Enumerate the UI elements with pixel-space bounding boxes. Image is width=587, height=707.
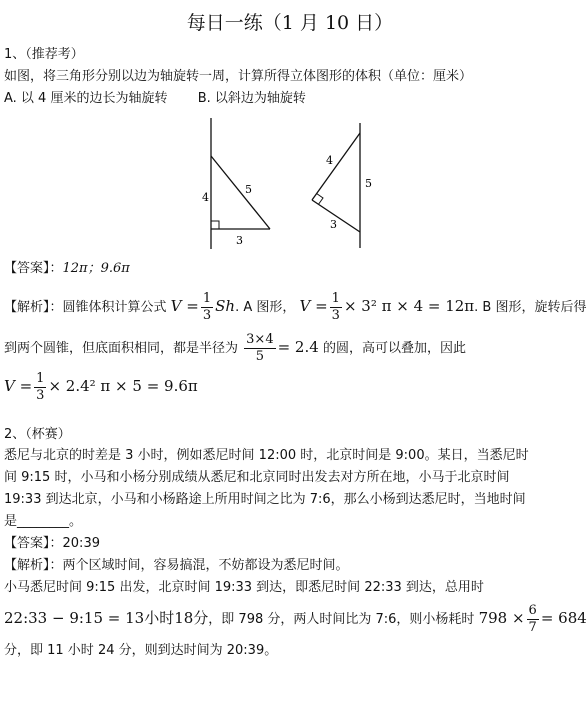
formula-684: = 684 xyxy=(540,609,587,627)
fig-a-label-left: 4 xyxy=(202,191,209,204)
q2-analysis-text: 两个区域时间，容易搞混，不妨都设为悉尼时间。 xyxy=(62,558,349,573)
q1-tag: 1、（推荐考） xyxy=(4,47,84,62)
q1-analysis-line3 xyxy=(4,367,198,407)
formula-v: V = xyxy=(170,297,199,315)
q1-options xyxy=(4,89,306,109)
fig-a-label-hyp: 5 xyxy=(245,183,252,196)
fig-b-label-upper: 4 xyxy=(326,154,333,167)
fig-b-label-lower: 3 xyxy=(330,218,337,231)
q2-tag: 2、（杯赛） xyxy=(4,427,71,442)
formula-time: 22:33 − 9:15 = 13小时18分 xyxy=(4,609,209,627)
q2-stem-line1: 悉尼与北京的时差是 3 小时，例如悉尼时间 12:00 时，北京时间是 9:00。某日，当悉尼时 xyxy=(4,448,529,463)
q2-analysis-text: ，即 798 分，两人时间比为 7:6，则小杨耗时 xyxy=(208,612,475,627)
formula-v: V = xyxy=(4,377,33,395)
q2-stem-line4: 是________。 xyxy=(4,514,83,529)
q2-analysis-line4: 分，即 11 小时 24 分，则到达时间为 20:39。 xyxy=(4,643,278,658)
formula-a-rest: × 3² π × 4 = 12π xyxy=(343,297,475,315)
q2-answer xyxy=(4,534,100,554)
q1-analysis-line1 xyxy=(4,287,587,327)
fraction-one-third: $\frac{1}{3}$ xyxy=(331,291,340,323)
q1-answer-value: 12π；9.6π xyxy=(62,261,130,276)
triangle-figure-b xyxy=(300,115,380,250)
q2-stem-line2: 间 9:15 时，小马和小杨分别成绩从悉尼和北京同时出发去对方所在地，小马于北京时间 xyxy=(4,470,510,485)
q1-analysis-text: 的圆，高可以叠加，因此 xyxy=(322,341,466,356)
q2-analysis-line3 xyxy=(4,598,587,640)
q2-analysis-label: 【解析】： xyxy=(4,558,63,573)
q2-answer-label: 【答案】： xyxy=(4,536,63,551)
formula-b-rest: × 2.4² π × 5 = 9.6π xyxy=(48,377,198,395)
page-title: 每日一练（1 月 10 日） xyxy=(186,12,394,34)
q1-answer xyxy=(4,259,130,279)
q1-stem: 如图，将三角形分别以边为轴旋转一周，计算所得立体图形的体积（单位：厘米） xyxy=(4,69,473,84)
q1-option-a: A. 以 4 厘米的边长为轴旋转 xyxy=(4,91,168,106)
formula-v: V = xyxy=(299,297,328,315)
fraction-one-third: $\frac{1}{3}$ xyxy=(202,291,212,323)
q1-answer-label: 【答案】： xyxy=(4,261,63,276)
q2-analysis-line2: 小马悉尼时间 9:15 出发，北京时间 19:33 到达，即悉尼时间 22:33 到达，总用时 xyxy=(4,580,484,595)
q1-option-b: B. 以斜边为轴旋转 xyxy=(197,91,306,106)
formula-sh: Sh xyxy=(215,297,236,315)
formula-798: 798 × xyxy=(478,609,525,627)
q1-analysis-text: . A 图形， xyxy=(235,300,296,315)
fraction-six-sevenths: $\frac{6}{7}$ xyxy=(528,603,537,635)
q2-analysis-line1 xyxy=(4,556,349,576)
q1-analysis-label: 【解析】： xyxy=(4,300,63,315)
fig-b-label-right: 5 xyxy=(365,177,372,190)
q2-stem-line3: 19:33 到达北京，小马和小杨路途上所用时间之比为 7:6，那么小杨到达悉尼时，当地时间 xyxy=(4,492,526,507)
q1-analysis-text: 圆锥体积计算公式 xyxy=(62,300,167,315)
q1-analysis-line2 xyxy=(4,328,466,368)
q1-analysis-text: 到两个圆锥，但底面积相同，都是半径为 xyxy=(4,341,239,356)
q2-answer-value: 20:39 xyxy=(62,536,100,551)
formula-2-4: = 2.4 xyxy=(277,338,319,356)
q1-analysis-text: . B 图形，旋转后得 xyxy=(474,300,587,315)
fraction-12-over-5: $\frac{3\times 4}{5}$ xyxy=(246,332,274,364)
fraction-one-third: $\frac{1}{3}$ xyxy=(36,371,45,403)
triangle-figure-a xyxy=(190,115,290,250)
fig-a-label-bottom: 3 xyxy=(236,234,243,247)
